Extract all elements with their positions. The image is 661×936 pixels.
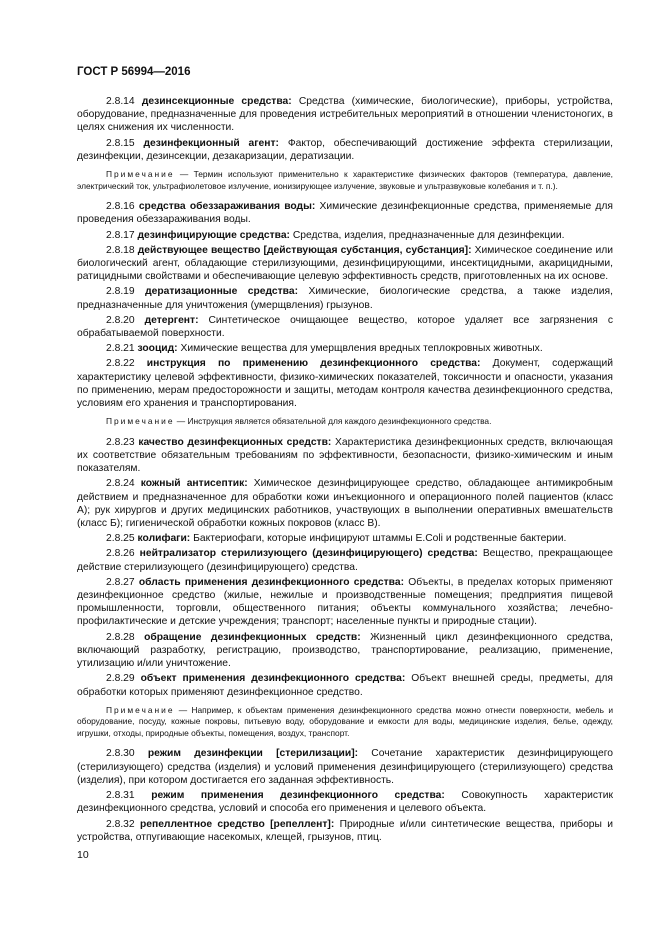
- entry-definition: Характеристика дезинфекционных средств, включающая их соответствие обязательным требованиям по эффективности, безопасности, физико-химическим и иным показателям.: [77, 436, 613, 475]
- note-label: Примечание: [106, 416, 175, 427]
- term-entry: [77, 436, 613, 476]
- entry-definition: Бактериофаги, которые инфицируют штаммы E.Coli и родственные бактерии.: [193, 533, 567, 545]
- term-entry: [77, 285, 613, 311]
- entry-term: детергент:: [144, 314, 199, 326]
- entry-number: 2.8.15: [106, 137, 135, 149]
- entry-term: инструкция по применению дезинфекционного средства:: [146, 358, 481, 370]
- entry-definition: Объект внешней среды, предметы, для обработки которых применяют дезинфекционное средство.: [77, 673, 613, 698]
- entry-definition: Химическое соединение или биологический агент, обладающие стерилизующими, дезинфицирующими, инсектицидными, акарицидными, ратицидными свойствами и обеспечивающие целевую эффективность средств, приготовленных на их основе.: [77, 244, 613, 283]
- entry-number: 2.8.30: [106, 748, 135, 760]
- entry-definition: Вещество, прекращающее действие стерилизующего (дезинфицирующего) средства.: [77, 548, 613, 573]
- term-entry: [77, 200, 613, 226]
- entry-number: 2.8.29: [106, 673, 135, 685]
- entry-number: 2.8.20: [106, 314, 135, 326]
- entry-number: 2.8.23: [106, 436, 135, 448]
- term-entry: [77, 477, 613, 530]
- note-label: Примечание: [106, 169, 175, 180]
- entry-term: объект применения дезинфекционного средства:: [140, 673, 406, 685]
- entry-number: 2.8.17: [106, 229, 135, 241]
- entry-number: 2.8.28: [106, 631, 135, 643]
- term-entry: [77, 95, 613, 135]
- note-label: Примечание: [106, 704, 175, 715]
- entry-term: средства обеззараживания воды:: [138, 201, 316, 213]
- entry-number: 2.8.31: [106, 790, 135, 802]
- term-entry: [77, 229, 613, 242]
- standard-header: ГОСТ Р 56994—2016: [77, 66, 191, 78]
- entry-number: 2.8.19: [106, 286, 135, 298]
- entry-term: колифаги:: [137, 533, 191, 545]
- entry-number: 2.8.18: [106, 244, 135, 256]
- entry-definition: Совокупность характеристик дезинфекционного средства, условий и способа его применения и целевого объекта.: [77, 790, 613, 815]
- entry-term: дератизационные средства:: [145, 286, 299, 298]
- term-entry: [77, 818, 613, 844]
- entry-definition: Природные и/или синтетические вещества, приборы и устройства, отпугивающие насекомых, клещей, грызунов, птиц.: [77, 818, 613, 843]
- entry-term: дезинсекционные средства:: [141, 96, 292, 107]
- entry-term: режим дезинфекции [стерилизации]:: [147, 748, 359, 760]
- entry-term: зооцид:: [137, 343, 178, 355]
- entry-term: дезинфицирующие средства:: [137, 229, 290, 241]
- entry-term: действующее вещество [действующая субстанция, субстанция]:: [137, 244, 472, 256]
- document-body: [77, 95, 613, 846]
- entry-definition: Синтетическое очищающее вещество, которое удаляет все загрязнения с обрабатываемой поверхности.: [77, 314, 613, 340]
- term-entry: [77, 342, 613, 355]
- term-entry: [77, 357, 613, 410]
- entry-definition: Химические, биологические средства, а также изделия, предназначенные для уничтожения (умерщвления) грызунов.: [77, 286, 613, 311]
- term-entry: [77, 314, 613, 340]
- entry-definition: Химические вещества для умерщвления вредных теплокровных животных.: [180, 343, 543, 355]
- entry-term: обращение дезинфекционных средств:: [144, 631, 361, 643]
- entry-number: 2.8.16: [106, 201, 135, 213]
- entry-term: репеллентное средство [репеллент]:: [139, 818, 335, 830]
- term-entry: [77, 532, 613, 545]
- entry-number: 2.8.22: [106, 358, 135, 370]
- term-entry: [77, 747, 613, 787]
- entry-number: 2.8.26: [106, 548, 135, 560]
- note: Примечание — Инструкция является обязательной для каждого дезинфекционного средства.: [106, 416, 492, 427]
- note: Примечание — Термин используют применительно к характеристике физических факторов (температура, давление, электрический ток, ультрафиолетовое излучение, ионизирующее излучение, звуковые и ультразвуковые колебания и т. п.).: [77, 169, 614, 191]
- note: Примечание — Например, к объектам применения дезинфекционного средства можно отнести поверхности, мебель и оборудование, посуду, кожные покровы, питьевую воду, оборудование и емкости для воды, медицинские изделия, белье, одежду, игрушки, отходы, природные объекты, помещения, воздух, транспорт.: [77, 704, 614, 738]
- term-entry: [77, 244, 613, 284]
- entry-term: нейтрализатор стерилизующего (дезинфицирующего) средства:: [139, 548, 478, 560]
- note-text: Инструкция является обязательной для каждого дезинфекционного средства.: [187, 416, 492, 427]
- entry-term: дезинфекционный агент:: [143, 137, 279, 149]
- term-entry: [77, 576, 613, 629]
- entry-term: кожный антисептик:: [140, 478, 248, 490]
- note-text: Например, к объектам применения дезинфекционного средства можно отнести поверхности, мебель и оборудование, посуду, кожные покровы, питьевую воду, оборудование и емкости для воды, медицинские изделия, белье, одежду, игрушки, отходы, природные объекты, помещения, воздух, транспорт.: [77, 704, 614, 738]
- entry-definition: Документ, содержащий характеристику целевой эффективности, физико-химических показателей, токсичности и опасности, указания по применению, мерам предосторожности и защиты, методам контроля качества дезинфекционного средства, условиям его хранения и транспортирования.: [77, 358, 613, 410]
- entry-definition: Объекты, в пределах которых применяют дезинфекционное средство (жилые, нежилые и производственные помещения; предприятия пищевой промышленности, торговли, общественного питания; объекты коммунального хозяйства; лечебно-профилактические и детские учреждения; транспорт; населенные пункты и природные стации).: [77, 576, 613, 628]
- entry-number: 2.8.32: [106, 818, 135, 830]
- entry-definition: Жизненный цикл дезинфекционного средства, включающий разработку, регистрацию, производство, транспортирование, реализацию, применение, утилизацию и/или уничтожение.: [77, 631, 613, 670]
- entry-definition: Средства (химические, биологические), приборы, устройства, оборудование, предназначенные для проведения истребительных мероприятий в отношении членистоногих, в целях снижения их численности.: [77, 96, 613, 134]
- term-entry: [77, 672, 613, 698]
- entry-definition: Сочетание характеристик дезинфицирующего (стерилизующего) средства (изделия) и условий применения дезинфицирующего (стерилизующего) средства (изделия), при котором достигается его заданная эффективность.: [77, 748, 613, 786]
- note-text: Термин используют применительно к характеристике физических факторов (температура, давление, электрический ток, ультрафиолетовое излучение, ионизирующее излучение, звуковые и ультразвуковые колебания и т. п.).: [77, 169, 614, 191]
- entry-term: область применения дезинфекционного средства:: [138, 576, 404, 588]
- entry-definition: Химические дезинфекционные средства, применяемые для проведения обеззараживания воды.: [77, 201, 613, 226]
- entry-definition: Средства, изделия, предназначенные для дезинфекции.: [292, 229, 565, 241]
- term-entry: [77, 631, 613, 671]
- entry-number: 2.8.24: [106, 478, 135, 490]
- entry-number: 2.8.27: [106, 576, 135, 588]
- entry-definition: Химическое дезинфицирующее средство, обладающее антимикробным действием и предназначенное для обработки кожи инъекционного и операционного полей пациентов (класс А); рук хирургов и других медицинских работников, участвующих в выполнении оперативных вмешательств (класс Б); гигиенической обработки кожных покровов (класс В).: [77, 478, 613, 530]
- term-entry: [77, 789, 613, 815]
- entry-definition: Фактор, обеспечивающий достижение эффекта стерилизации, дезинфекции, дезинсекции, дезакаризации, дератизации.: [77, 137, 613, 162]
- entry-number: 2.8.21: [106, 343, 135, 355]
- page-number: 10: [77, 849, 89, 861]
- entry-term: качество дезинфекционных средств:: [138, 436, 332, 448]
- entry-term: режим применения дезинфекционного средства:: [151, 790, 445, 802]
- entry-number: 2.8.25: [106, 533, 135, 545]
- entry-number: 2.8.14: [106, 96, 135, 107]
- term-entry: [77, 547, 613, 573]
- term-entry: [77, 137, 613, 163]
